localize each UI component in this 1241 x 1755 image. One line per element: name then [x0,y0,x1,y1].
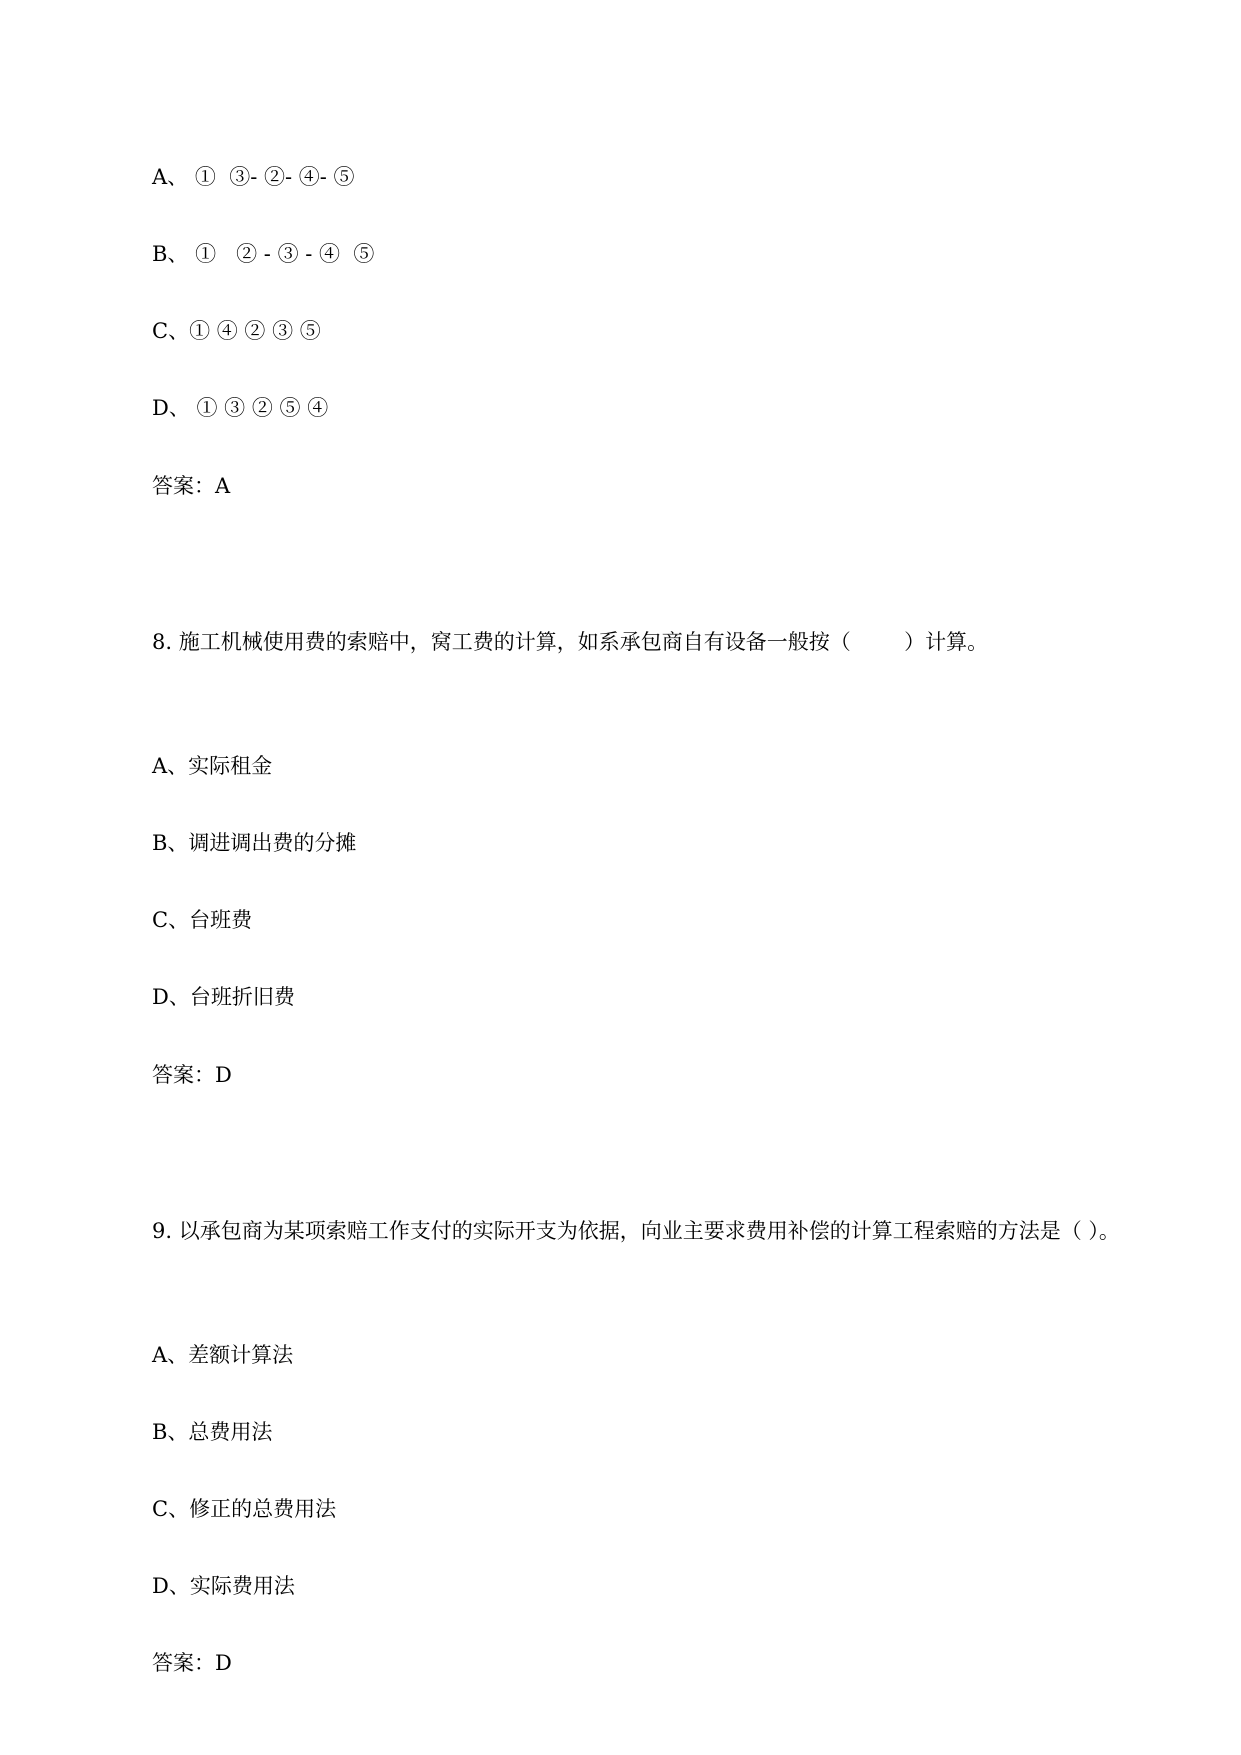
question-9-option-d: D、实际费用法 [152,1574,295,1598]
option-d-prev: D、 ① ③ ② ⑤ ④ [152,396,329,420]
question-9-stem: 9. 以承包商为某项索赔工作支付的实际开支为依据，向业主要求费用补偿的计算工程索赔的方法是（ ）。 [152,1219,1120,1243]
question-8-option-b: B、调进调出费的分摊 [152,831,357,855]
question-8-stem: 8. 施工机械使用费的索赔中，窝工费的计算，如系承包商自有设备一般按（ ）计算。 [152,630,989,654]
question-8-answer: 答案：D [152,1063,232,1087]
question-8-option-c: C、台班费 [152,908,253,932]
answer-prev: 答案：A [152,474,231,498]
question-9-option-b: B、总费用法 [152,1420,273,1444]
question-9-option-a: A、差额计算法 [152,1343,294,1367]
option-b-prev: B、 ① ② - ③ - ④ ⑤ [152,242,375,266]
question-9-answer: 答案：D [152,1651,232,1675]
question-8-option-a: A、实际租金 [152,754,273,778]
question-8-option-d: D、台班折旧费 [152,985,295,1009]
option-c-prev: C、① ④ ② ③ ⑤ [152,319,321,343]
question-9-option-c: C、修正的总费用法 [152,1497,337,1521]
option-a-prev: A、 ① ③- ②- ④- ⑤ [152,165,355,189]
